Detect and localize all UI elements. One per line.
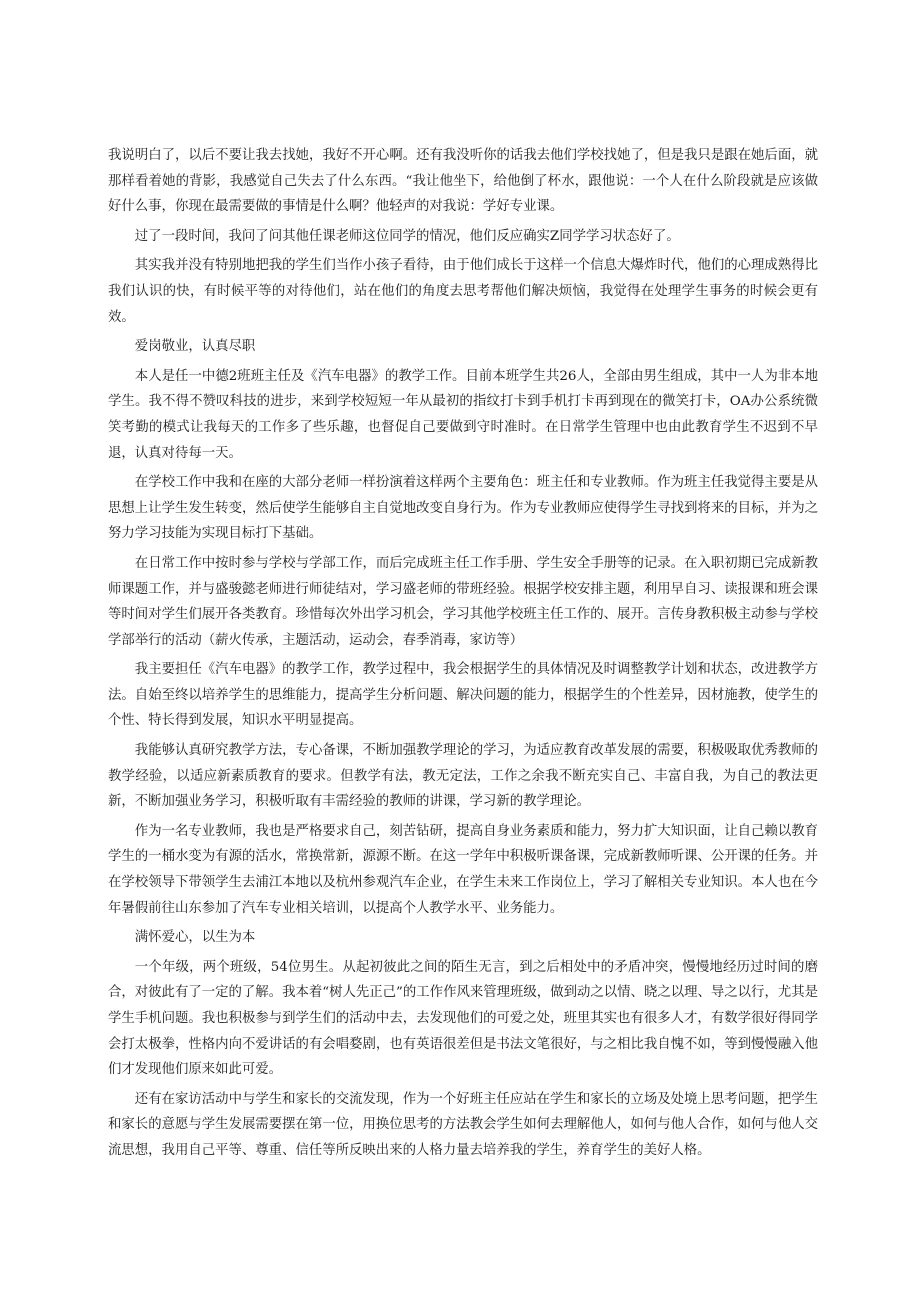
paragraph-6: 在学校工作中我和在座的大部分老师一样扮演着这样两个主要角色：班主任和专业教师。作为班主任我觉得主要是从思想上让学生发生转变，然后使学生能够自主自觉地改变自身行为。作为专业教师应使得学生寻找到将来的目标，并为之努力学习技能为实现目标打下基础。 [108,475,818,542]
section-heading-dedication: 爱岗敬业，认真尽职 [134,339,256,355]
paragraph-10: 作为一名专业教师，我也是严格要求自己，刻苦钻研，提高自身业务素质和能力，努力扩大知识面，让自己赖以教育学生的一桶水变为有源的活水，常换常新，源源不断。在这一学年中积极听课备课，完成新教师听课、公开课的任务。并在学校领导下带领学生去浦江本地以及杭州参观汽车企业，在学生未来工作岗位上，学习了解相关专业知识。本人也在今年暑假前往山东参加了汽车专业相关培训，以提高个人教学水平、业务能力。 [108,823,818,916]
paragraph-5: 本人是任一中德2班班主任及《汽车电器》的教学工作。目前本班学生共26人，全部由男生组成，其中一人为非本地学生。我不得不赞叹科技的进步，来到学校短短一年从最初的指纹打卡到手机打卡再到现在的微笑打卡，OA办公系统微笑考勤的模式让我每天的工作多了些乐趣，也督促自己要做到守时准时。在日常学生管理中也由此教育学生不迟到不早退，认真对待每一天。 [108,368,818,461]
paragraph-7: 在日常工作中按时参与学校与学部工作，而后完成班主任工作手册、学生安全手册等的记录。在入职初期已完成新教师课题工作，并与盛骏懿老师进行师徒结对，学习盛老师的带班经验。根据学校安排主题，利用早自习、读报课和班会课等时间对学生们展开各类教育。珍惜每次外出学习机会，学习其他学校班主任工作的、展开。言传身教积极主动参与学校学部举行的活动（薪火传承，主题活动，运动会，春季消毒，家访等） [108,555,818,648]
paragraph-8: 我主要担任《汽车电器》的教学工作，教学过程中，我会根据学生的具体情况及时调整教学计划和状态，改进教学方法。自始至终以培养学生的思维能力，提高学生分析问题、解决问题的能力，根据学生的个性差异，因材施教，使学生的个性、特长得到发展，知识水平明显提高。 [108,662,818,729]
paragraph-9: 我能够认真研究教学方法，专心备课，不断加强教学理论的学习，为适应教育改革发展的需要，积极吸取优秀教师的教学经验，以适应新素质教育的要求。但教学有法，教无定法，工作之余我不断充实自己、丰富自我，为自己的教法更新，不断加强业务学习，积极听取有丰需经验的教师的讲课，学习新的教学理论。 [108,743,818,810]
section-heading-love: 满怀爱心，以生为本 [134,930,256,946]
document-body [108,143,818,1168]
paragraph-1: 我说明白了，以后不要让我去找她，我好不开心啊。还有我没听你的话我去他们学校找她了，但是我只是跟在她后面，就那样看着她的背影，我感觉自己失去了什么东西。“我让他坐下，给他倒了杯水，跟他说：一个人在什么阶段就是应该做好什么事，你现在最需要做的事情是什么啊？他轻声的对我说：学好专业课。 [108,148,818,215]
paragraph-2: 过了一段时间，我问了问其他任课老师这位同学的情况，他们反应确实Z同学学习状态好了。 [134,228,680,244]
paragraph-12: 一个年级，两个班级，54位男生。从起初彼此之间的陌生无言，到之后相处中的矛盾冲突，慢慢地经历过时间的磨合，对彼此有了一定的了解。我本着“树人先正己”的工作作风来管理班级，做到动之以情、晓之以理、导之以行，尤其是学生手机问题。我也积极参与到学生们的活动中去，去发现他们的可爱之处，班里其实也有很多人才，有数学很好得同学会打太极拳，性格内向不爱讲话的有会唱婺剧，也有英语很差但是书法文笔很好，与之相比我自愧不如，等到慢慢融入他们才发现他们原来如此可爱。 [108,959,818,1078]
paragraph-13: 还有在家访活动中与学生和家长的交流发现，作为一个好班主任应站在学生和家长的立场及处境上思考问题，把学生和家长的意愿与学生发展需要摆在第一位，用换位思考的方法教会学生如何去理解他人，如何与他人合作，如何与他人交流思想，我用自己平等、尊重、信任等所反映出来的人格力量去培养我的学生，养育学生的美好人格。 [108,1091,818,1158]
paragraph-3: 其实我并没有特别地把我的学生们当作小孩子看待，由于他们成长于这样一个信息大爆炸时代，他们的心理成熟得比我们认识的快，有时候平等的对待他们，站在他们的角度去思考帮他们解决烦恼，我觉得在处理学生事务的时候会更有效。 [108,258,818,325]
